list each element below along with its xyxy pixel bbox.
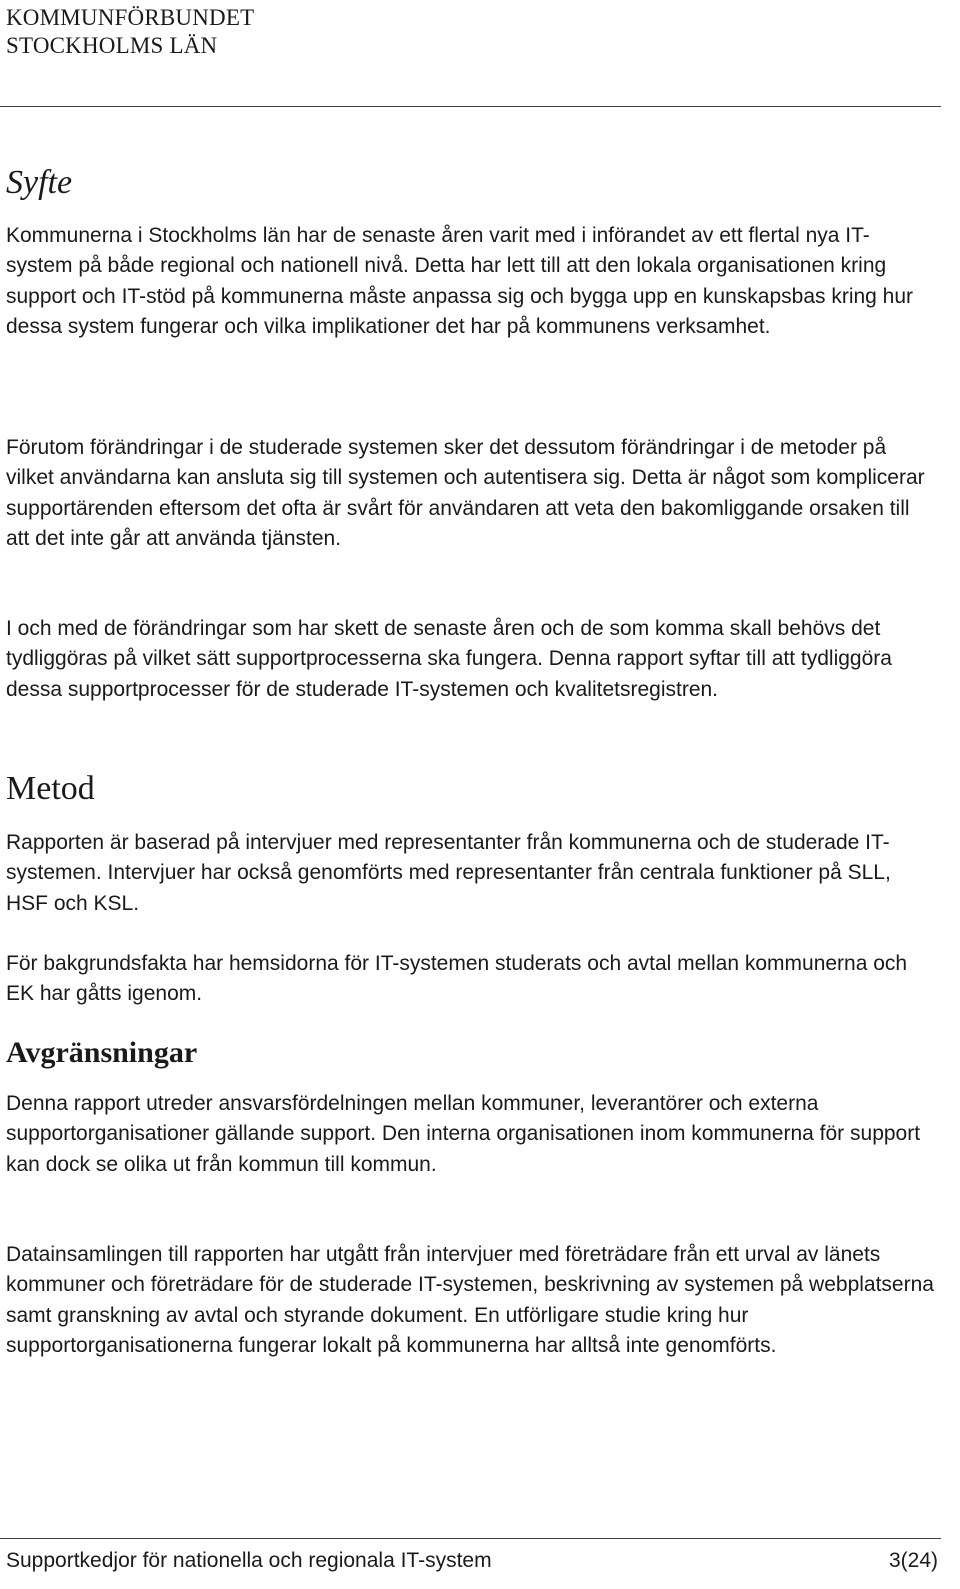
header-divider: [0, 106, 941, 107]
organization-name-line-1: KOMMUNFÖRBUNDET: [6, 5, 255, 30]
paragraph-syfte-3: I och med de förändringar som har skett de senaste åren och de som komma skall behövs det tydliggöras på vilket sätt supportprocesserna ska fungera. Denna rapport syftar till att tydliggöra dessa supportprocesser för de studerade IT-systemen och kvalitetsregistren.: [6, 617, 892, 701]
paragraph-metod-2: För bakgrundsfakta har hemsidorna för IT-systemen studerats och avtal mellan kommunerna och EK har gåtts igenom.: [6, 952, 908, 1006]
paragraph-metod-1: Rapporten är baserad på intervjuer med representanter från kommunerna och de studerade IT-systemen. Intervjuer har också genomförts med representanter från centrala funktioner på SLL, HSF och KSL.: [6, 831, 891, 915]
paragraph-syfte-2: Förutom förändringar i de studerade systemen sker det dessutom förändringar i de metoder på vilket användarna kan ansluta sig till systemen och autentisera sig. Detta är något som komplicerar supportärenden eftersom det ofta är svårt för användaren att veta den bakomliggande orsaken till att det inte går att använda tjänsten.: [6, 436, 925, 550]
footer-divider: [0, 1538, 941, 1539]
paragraph-avgransningar-2: Datainsamlingen till rapporten har utgått från intervjuer med företrädare från ett urval av länets kommuner och företrädare för de studerade IT-systemen, beskrivning av systemen på webplatserna samt granskning av avtal och styrande dokument. En utförligare studie kring hur supportorganisationerna fungerar lokalt på kommunerna har alltså inte genomförts.: [6, 1243, 934, 1357]
paragraph-syfte-1: Kommunerna i Stockholms län har de senaste åren varit med i införandet av ett flertal nya IT-system på både regional och nationell nivå. Detta har lett till att den lokala organisationen kring support och IT-stöd på kommunerna måste anpassa sig och bygga upp en kunskapsbas kring hur dessa system fungerar och vilka implikationer det har på kommunens verksamhet.: [6, 224, 914, 338]
heading-syfte: Syfte: [6, 164, 73, 201]
footer-document-title: Supportkedjor för nationella och regionala IT-system: [6, 1549, 492, 1572]
heading-metod: Metod: [6, 770, 95, 807]
footer-page-number: 3(24): [888, 1549, 938, 1572]
organization-name-line-2: STOCKHOLMS LÄN: [6, 33, 218, 58]
heading-avgransningar: Avgränsningar: [6, 1036, 198, 1069]
paragraph-avgransningar-1: Denna rapport utreder ansvarsfördelningen mellan kommuner, leverantörer och externa supportorganisationer gällande support. Den interna organisationen inom kommunerna för support kan dock se olika ut från kommun till kommun.: [6, 1092, 921, 1176]
organization-name: [6, 4, 254, 60]
